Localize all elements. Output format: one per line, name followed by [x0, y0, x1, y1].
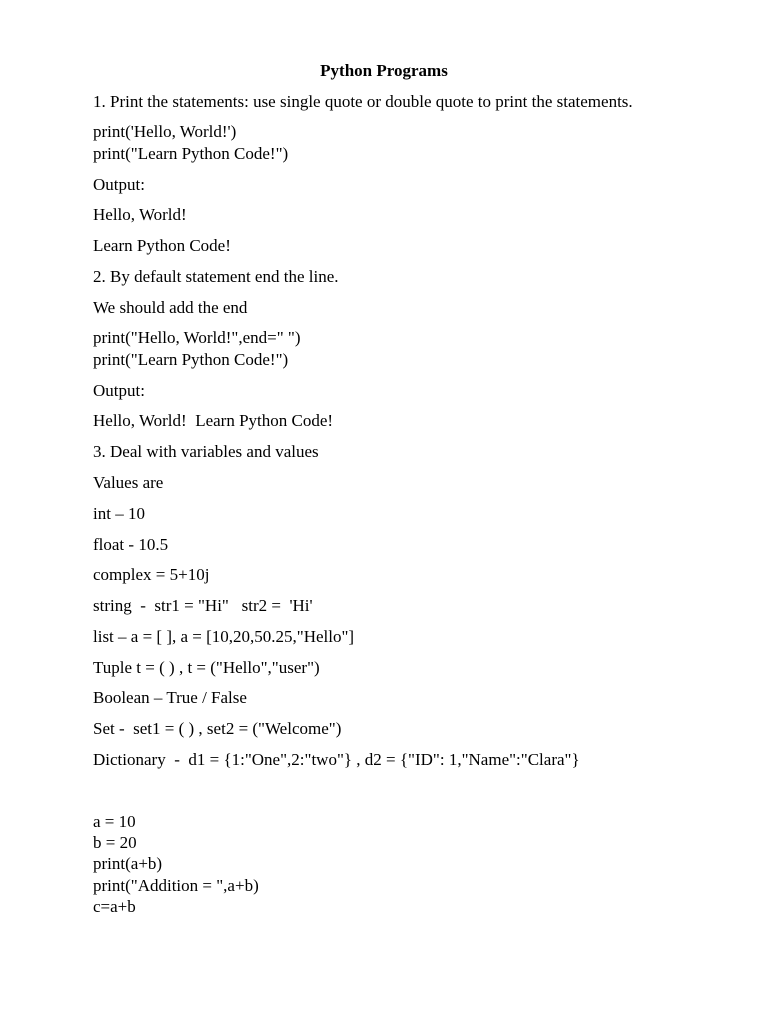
code-line: b = 20	[93, 833, 137, 852]
output-label: Output:	[93, 175, 145, 194]
value-type-line: list – a = [ ], a = [10,20,50.25,"Hello"]	[93, 627, 355, 646]
output-line: Learn Python Code!	[93, 236, 231, 255]
value-type-line: Tuple t = ( ) , t = ("Hello","user")	[93, 658, 320, 677]
page-title: Python Programs	[320, 61, 448, 80]
text-line: Values are	[93, 473, 164, 492]
value-type-line: complex = 5+10j	[93, 565, 210, 584]
section-2-heading: 2. By default statement end the line.	[93, 267, 339, 286]
code-line: print("Learn Python Code!")	[93, 350, 289, 369]
output-label: Output:	[93, 381, 145, 400]
code-line: print('Hello, World!')	[93, 122, 237, 141]
value-type-line: int – 10	[93, 504, 145, 523]
section-3-heading: 3. Deal with variables and values	[93, 442, 319, 461]
code-line: print("Addition = ",a+b)	[93, 876, 259, 895]
value-type-line: float - 10.5	[93, 535, 169, 554]
output-line: Hello, World! Learn Python Code!	[93, 411, 334, 430]
code-line: print("Hello, World!",end=" ")	[93, 328, 301, 347]
text-line: We should add the end	[93, 298, 248, 317]
value-type-line: Boolean – True / False	[93, 688, 247, 707]
section-1-heading: 1. Print the statements: use single quote or double quote to print the statements.	[93, 92, 633, 111]
code-line: print(a+b)	[93, 854, 163, 873]
code-line: c=a+b	[93, 897, 136, 916]
value-type-line: Dictionary - d1 = {1:"One",2:"two"} , d2 = {"ID": 1,"Name":"Clara"}	[93, 750, 580, 769]
value-type-line: string - str1 = "Hi" str2 = 'Hi'	[93, 596, 313, 615]
code-line: print("Learn Python Code!")	[93, 144, 289, 163]
code-line: a = 10	[93, 812, 136, 831]
output-line: Hello, World!	[93, 205, 187, 224]
value-type-line: Set - set1 = ( ) , set2 = ("Welcome")	[93, 719, 342, 738]
